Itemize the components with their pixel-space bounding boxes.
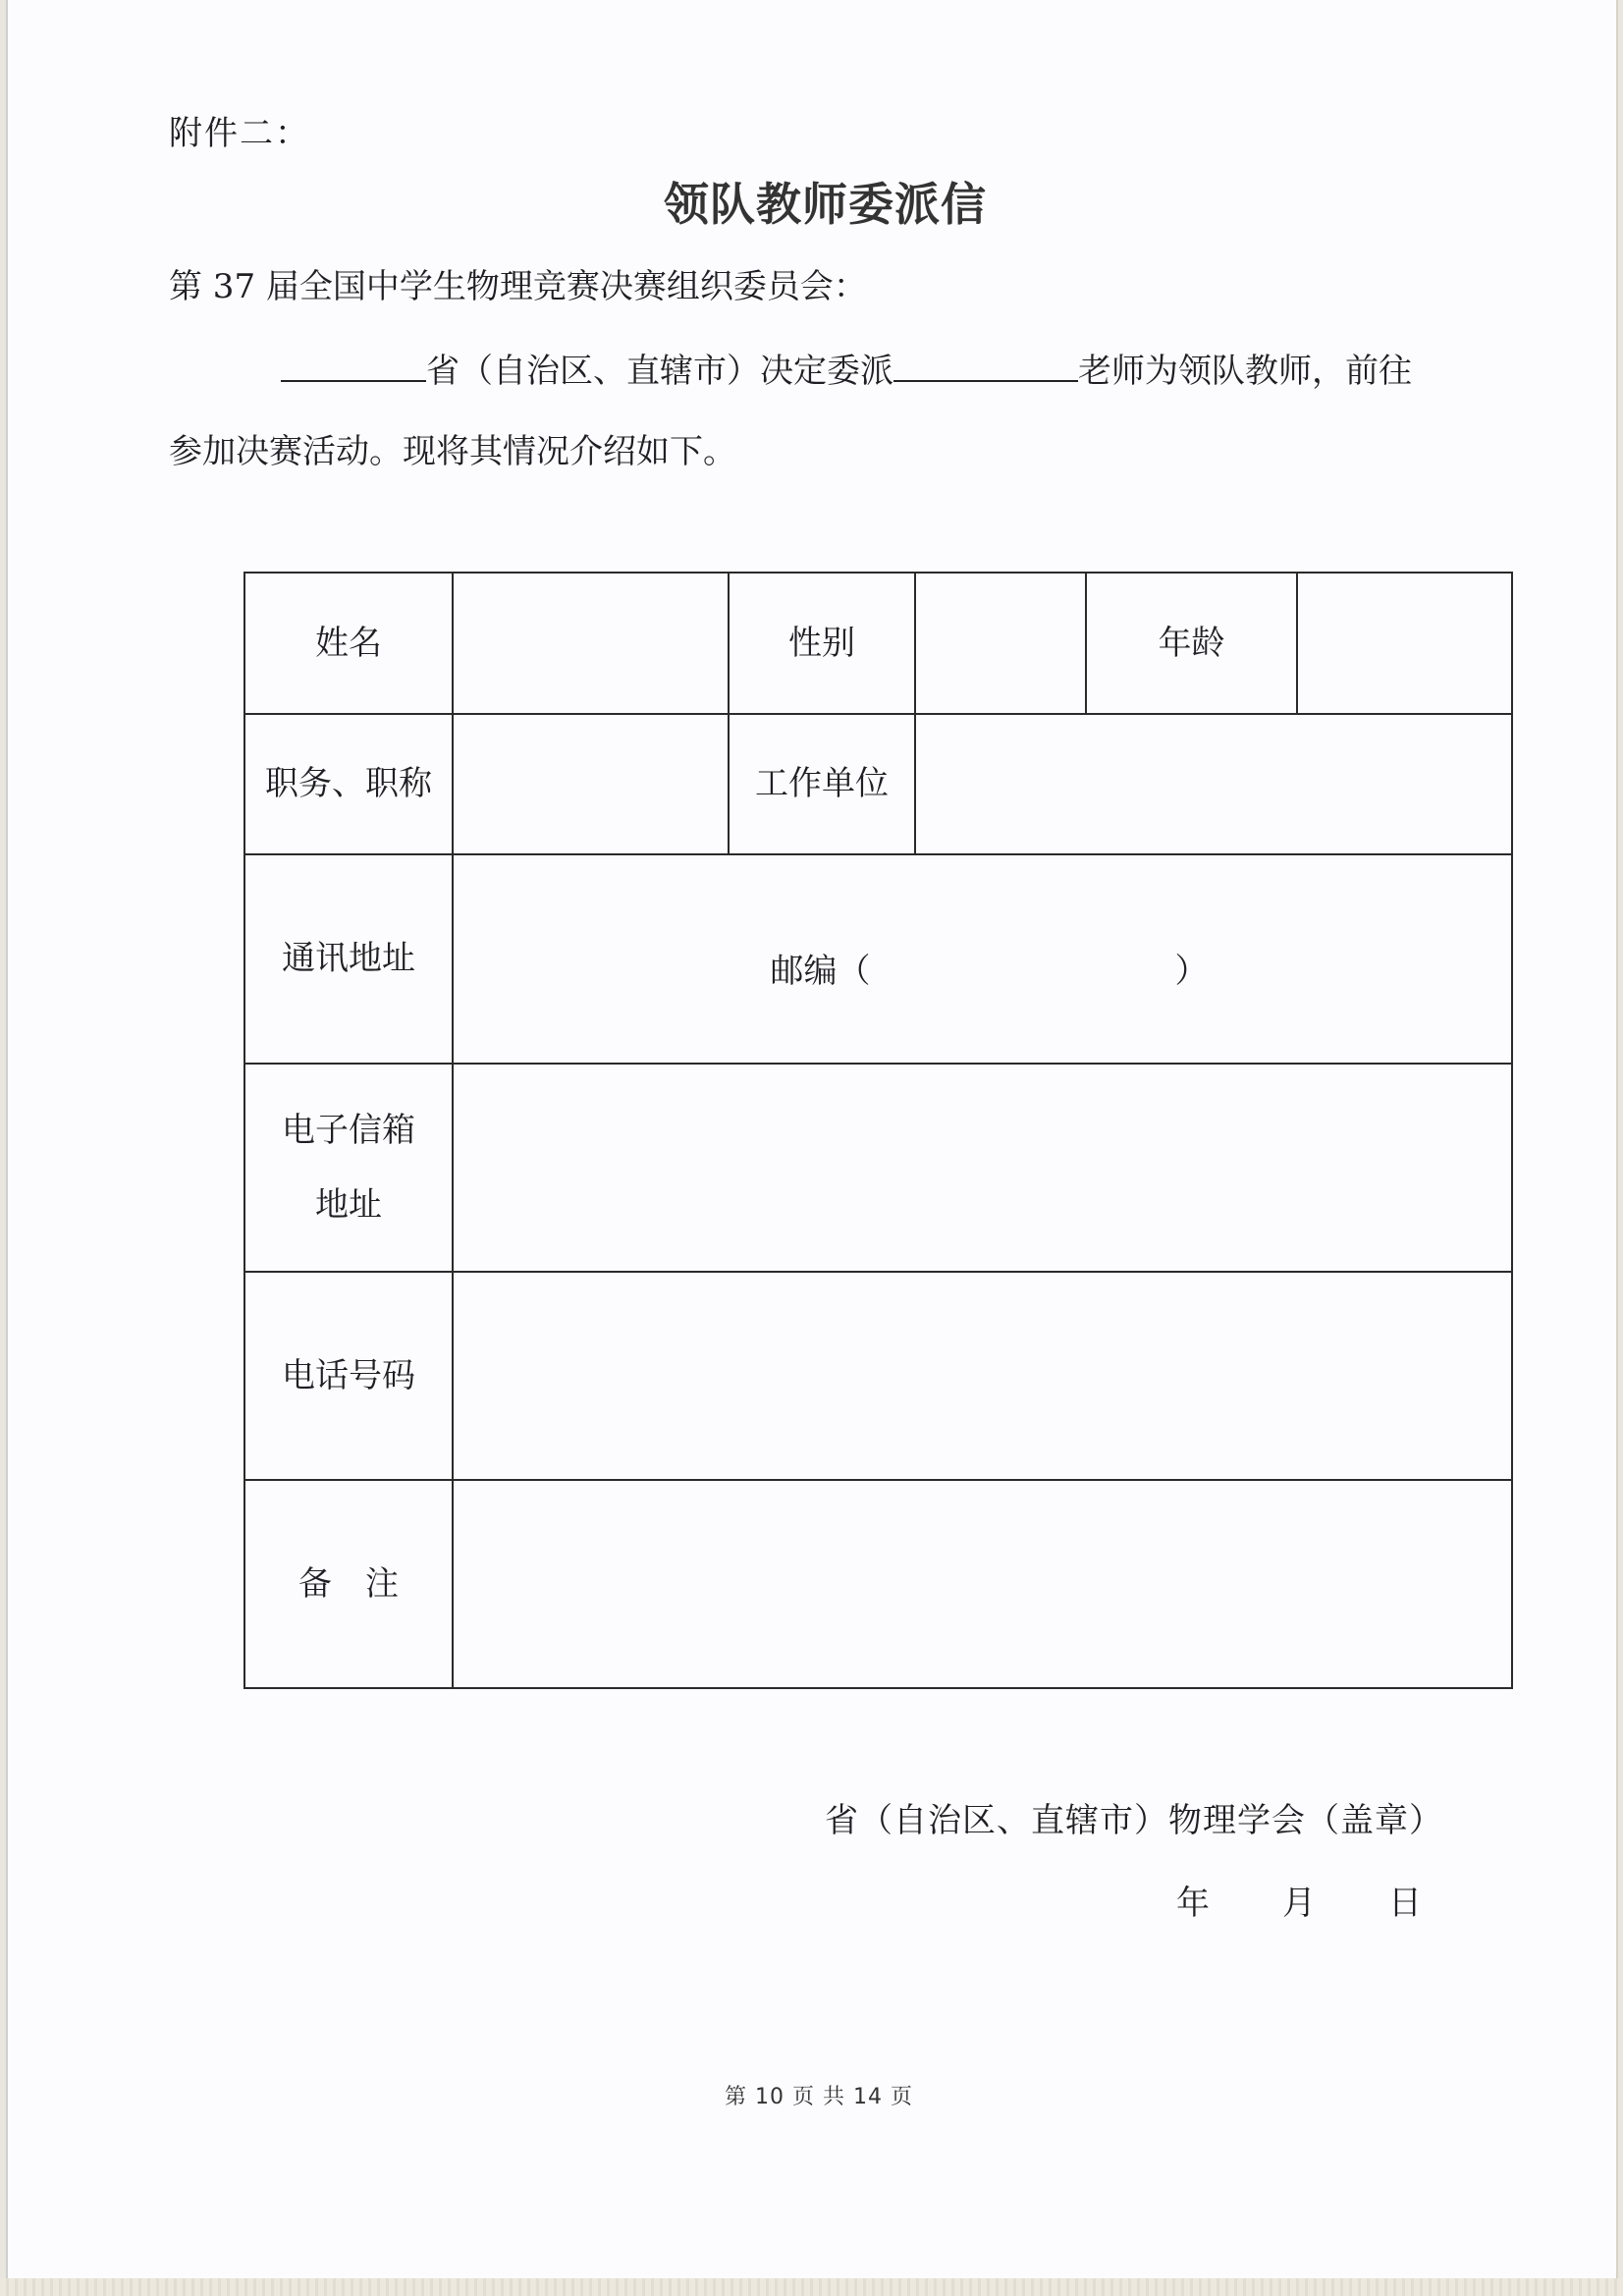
date-year: 年 [1176, 1884, 1210, 1923]
zip-suffix: ） [1174, 952, 1209, 991]
date-month: 月 [1282, 1884, 1316, 1923]
gender-label: 性别 [729, 573, 915, 714]
form-row-notes [244, 1480, 1512, 1688]
form-row-phone [244, 1272, 1512, 1480]
scanner-edge [0, 2278, 1623, 2296]
zip-prefix: 邮编（ [770, 952, 871, 991]
document-title: 领队教师委派信 [664, 178, 987, 231]
email-label-line2: 地址 [315, 1185, 382, 1225]
attachment-label: 附件二： [169, 114, 310, 153]
page-indicator: 第 10 页 共 14 页 [725, 2085, 913, 2109]
para1-text-b: 老师为领队教师，前往 [1078, 352, 1412, 391]
workplace-label: 工作单位 [729, 714, 915, 854]
phone-label: 电话号码 [244, 1272, 453, 1480]
age-label: 年龄 [1086, 573, 1297, 714]
form-row-name [244, 573, 1512, 714]
notes-label: 备 注 [244, 1480, 453, 1688]
name-field[interactable] [453, 573, 729, 714]
gender-field[interactable] [915, 573, 1086, 714]
notes-field[interactable] [453, 1480, 1512, 1688]
phone-field[interactable] [453, 1272, 1512, 1480]
form-row-email [244, 1064, 1512, 1272]
teacher-info-form [243, 572, 1513, 1689]
address-label: 通讯地址 [244, 854, 453, 1064]
form-row-address [244, 854, 1512, 1064]
email-field[interactable] [453, 1064, 1512, 1272]
province-blank[interactable] [281, 351, 426, 382]
name-label: 姓名 [244, 573, 453, 714]
workplace-field[interactable] [915, 714, 1512, 854]
form-row-title [244, 714, 1512, 854]
date-line [1176, 1876, 1494, 1924]
email-label-line1: 电子信箱 [282, 1110, 415, 1150]
document-page [6, 0, 1618, 2278]
address-field[interactable] [453, 854, 1512, 1064]
seal-line: 省（自治区、直辖市）物理学会（盖章） [825, 1801, 1443, 1840]
intro-paragraph-line2: 参加决赛活动。现将其情况介绍如下。 [169, 432, 736, 471]
position-title-field[interactable] [453, 714, 729, 854]
addressee-line: 第 37 届全国中学生物理竞赛决赛组织委员会： [169, 267, 867, 306]
age-field[interactable] [1297, 573, 1512, 714]
date-day: 日 [1388, 1884, 1422, 1923]
teacher-name-blank[interactable] [893, 351, 1078, 382]
intro-paragraph-line1 [281, 344, 1412, 392]
position-title-label: 职务、职称 [244, 714, 453, 854]
email-label [244, 1064, 453, 1272]
para1-text-a: 省（自治区、直辖市）决定委派 [426, 352, 893, 391]
